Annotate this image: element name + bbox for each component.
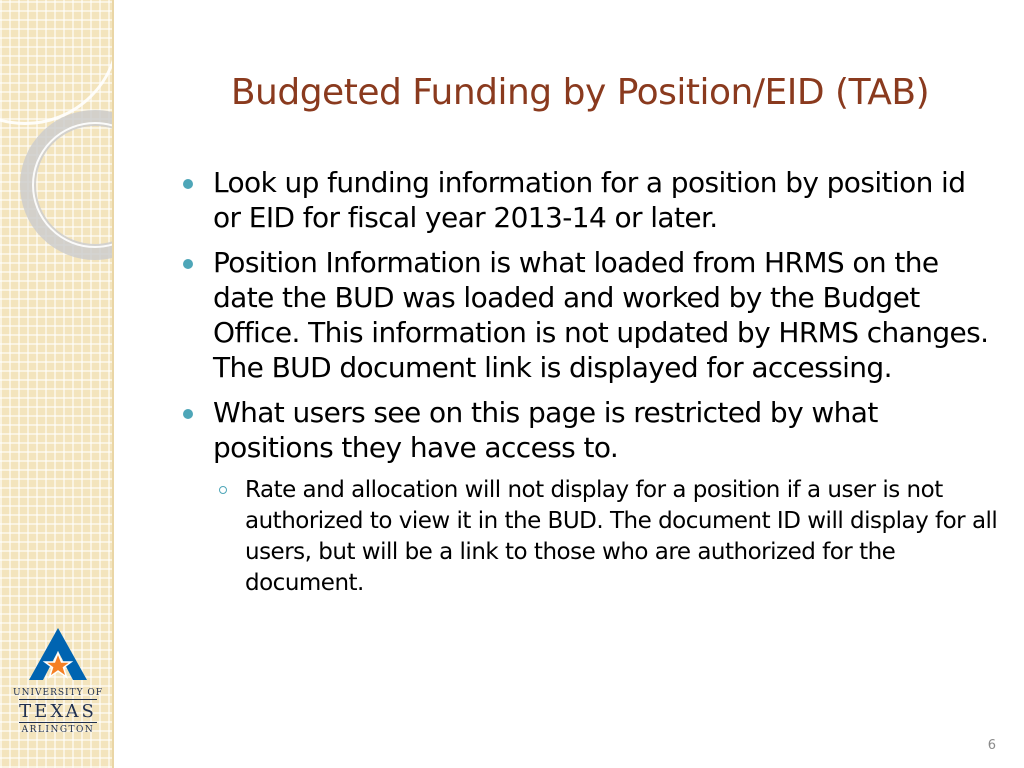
university-logo <box>8 626 108 735</box>
bullet-dot-icon <box>183 409 193 419</box>
logo-text-texas: TEXAS <box>19 701 97 722</box>
bullet-item <box>183 245 998 385</box>
bullet-list <box>183 165 998 599</box>
bullet-text: Look up funding information for a position by position id or EID for fiscal year 2013-14 or later. <box>213 166 966 234</box>
slide-content <box>183 165 998 609</box>
bullet-text: What users see on this page is restricted by what positions they have access to. <box>213 396 878 464</box>
sidebar-edge <box>112 0 114 768</box>
sub-bullet-list <box>213 475 998 599</box>
bullet-item <box>183 165 998 235</box>
bullet-text: Position Information is what loaded from HRMS on the date the BUD was loaded and worked by the Budget Office. This information is not updated by HRMS changes. The BUD document link is displayed for accessing. <box>213 246 989 384</box>
bullet-dot-icon <box>183 179 193 189</box>
sub-bullet-item <box>213 475 998 599</box>
bullet-item <box>183 395 998 599</box>
decorative-sidebar <box>0 0 112 768</box>
slide-title: Budgeted Funding by Position/EID (TAB) <box>230 72 930 113</box>
page-number: 6 <box>987 738 996 753</box>
sub-bullet-text: Rate and allocation will not display for a position if a user is not authorized to view it in the BUD. The document ID will display for all users, but will be a link to those who are authorized for the document. <box>245 477 998 596</box>
decorative-ring <box>0 0 112 125</box>
bullet-dot-icon <box>183 259 193 269</box>
uta-a-star-icon <box>27 626 89 682</box>
logo-text-arlington: ARLINGTON <box>21 725 95 735</box>
bullet-ring-icon <box>219 486 227 494</box>
logo-text-university-of: UNIVERSITY OF <box>12 688 103 698</box>
